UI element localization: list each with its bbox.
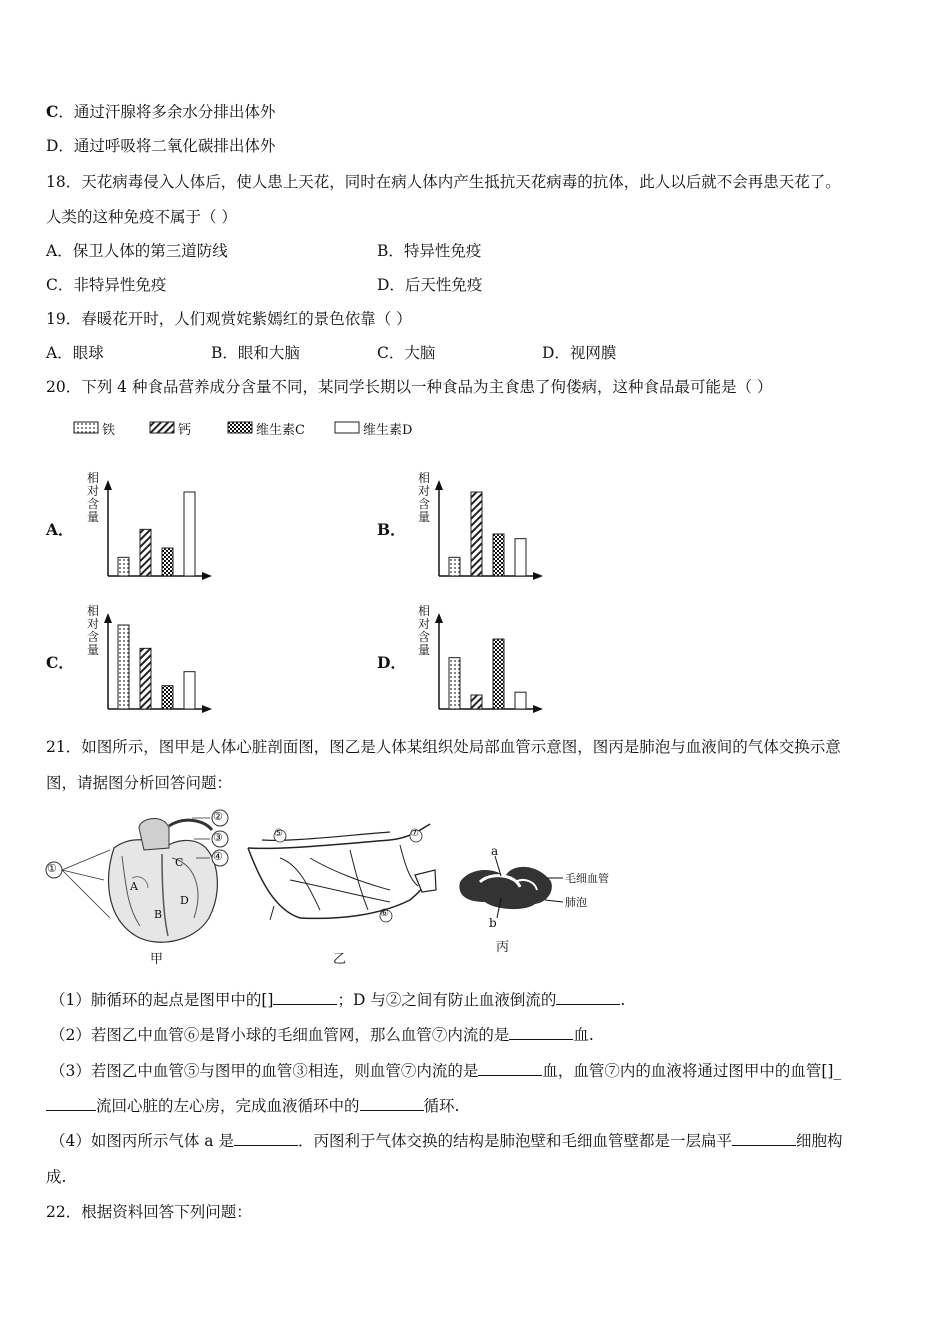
vessel-label-7: ⑦ — [410, 828, 419, 839]
q18-option-b: B．特异性免疫 — [377, 242, 482, 260]
q21-stem-line2: 图，请据图分析回答问题： — [46, 774, 233, 792]
chart-bar-2 — [471, 695, 482, 709]
chart-y-arrow — [435, 613, 443, 623]
chart-svg — [377, 470, 547, 582]
q18-stem-line2: 人类的这种免疫不属于（ ） — [46, 208, 237, 226]
chart-option-label: D． — [377, 653, 406, 672]
q21-sub3: （3）若图乙中血管⑤与图甲的血管③相连，则血管⑦内流的是 血，血管⑦内的血液将通过图甲中的血管[]_ — [50, 1062, 842, 1080]
chart-x-arrow — [202, 705, 212, 713]
q18-option-c: C．非特异性免疫 — [46, 276, 167, 294]
q21-sub4: （4）如图丙所示气体 a 是 ．丙图利于气体交换的结构是肺泡壁和毛细血管壁都是一层扁平 细胞构 — [50, 1132, 843, 1150]
heart-label-3: ③ — [213, 831, 223, 844]
chart-1 — [46, 470, 216, 582]
chart-ylabel: 相对含量 — [86, 471, 99, 524]
alveoli-figure — [455, 842, 625, 942]
q21-stem-line1: 21．如图所示，图甲是人体心脏剖面图，图乙是人体某组织处局部血管示意图，图丙是肺泡与血液间的气体交换示意 — [46, 738, 841, 756]
blank — [46, 1096, 96, 1111]
alveoli-label-b: b — [489, 916, 497, 930]
alveoli-drawing — [455, 842, 625, 942]
heart-label-4: ④ — [213, 850, 223, 863]
chart-bar-4 — [184, 492, 195, 576]
blank — [732, 1131, 796, 1146]
heart-chamber-c: C — [175, 856, 184, 869]
legend-label-vitd: 维生素D — [363, 423, 413, 438]
alveoli-caption: 丙 — [496, 940, 510, 955]
chart-bar-1 — [118, 625, 129, 709]
vessel-figure — [240, 820, 440, 950]
blank — [509, 1025, 573, 1040]
legend-swatch-vitd — [335, 422, 359, 433]
blank — [478, 1061, 542, 1076]
legend-swatch-vitc — [228, 422, 252, 433]
chart-4 — [377, 603, 547, 715]
heart-chamber-d: D — [180, 894, 189, 907]
chart-ylabel: 相对含量 — [86, 604, 99, 657]
vessel-caption: 乙 — [333, 952, 347, 967]
chart-legend — [72, 418, 432, 438]
chart-x-arrow — [202, 572, 212, 580]
chart-bar-2 — [140, 529, 151, 576]
alveoli-label-a: a — [491, 844, 499, 858]
vessel-drawing — [240, 820, 440, 950]
q19-option-a: A．眼球 — [46, 344, 104, 362]
chart-svg — [46, 470, 216, 582]
legend-swatch-calcium — [150, 422, 174, 433]
q22-stem: 22．根据资料回答下列问题： — [46, 1203, 252, 1221]
q21-sub2: （2）若图乙中血管⑥是肾小球的毛细血管网，那么血管⑦内流的是 血. — [50, 1026, 594, 1044]
q19-option-b: B．眼和大脑 — [211, 344, 300, 362]
heart-label-2: ② — [213, 810, 223, 823]
heart-label-1: ① — [47, 862, 57, 875]
chart-ylabel: 相对含量 — [417, 604, 430, 657]
chart-y-arrow — [104, 480, 112, 490]
chart-option-label: A． — [46, 520, 74, 539]
q18-stem-line1: 18．天花病毒侵入人体后，使人患上天花，同时在病人体内产生抵抗天花病毒的抗体，此人以后就不会再患天花了。 — [46, 173, 841, 191]
chart-option-label: B． — [377, 520, 406, 539]
q19-stem: 19．春暖花开时，人们观赏姹紫嫣红的景色依靠（ ） — [46, 310, 412, 328]
chart-x-arrow — [533, 572, 543, 580]
q21-sub1: （1）肺循环的起点是图甲中的[] ；D 与②之间有防止血液倒流的 . — [50, 991, 626, 1009]
q19-option-d: D．视网膜 — [542, 344, 617, 362]
chart-bar-1 — [449, 658, 460, 709]
heart-chamber-b: B — [154, 908, 163, 921]
chart-option-label: C． — [46, 653, 74, 672]
q20-stem: 20．下列 4 种食品营养成分含量不同，某同学长期以一种食品为主食患了佝偻病，这种食品最可能是（ ） — [46, 378, 773, 396]
chart-bar-3 — [162, 686, 173, 709]
chart-x-arrow — [533, 705, 543, 713]
blank — [273, 990, 337, 1005]
chart-bar-3 — [162, 548, 173, 576]
vessel-label-5: ⑤ — [274, 828, 283, 839]
chart-y-arrow — [104, 613, 112, 623]
heart-figure — [44, 808, 244, 968]
chart-bar-3 — [493, 639, 504, 709]
chart-bar-4 — [184, 672, 195, 709]
alveoli-label-capillary: 毛细血管 — [565, 872, 609, 885]
heart-chamber-a: A — [130, 880, 138, 893]
q19-option-c: C．大脑 — [377, 344, 436, 362]
heart-caption: 甲 — [150, 952, 164, 967]
q17-option-d: D．通过呼吸将二氧化碳排出体外 — [46, 137, 276, 155]
q21-sub4-cont: 成. — [46, 1168, 67, 1186]
q21-sub3-cont: 流回心脏的左心房，完成血液循环中的 循环. — [46, 1096, 459, 1116]
blank — [556, 990, 620, 1005]
chart-ylabel: 相对含量 — [417, 471, 430, 524]
chart-bar-2 — [140, 648, 151, 709]
q18-option-d: D．后天性免疫 — [377, 276, 483, 294]
chart-bar-4 — [515, 692, 526, 709]
vessel-label-6: ⑥ — [380, 908, 389, 919]
chart-3 — [46, 603, 216, 715]
legend-swatch-iron — [74, 422, 98, 433]
blank — [360, 1096, 424, 1111]
q17-option-c: C．通过汗腺将多余水分排出体外 — [46, 102, 276, 121]
chart-svg — [46, 603, 216, 715]
legend-label-calcium: 钙 — [178, 423, 192, 438]
legend-label-iron: 铁 — [102, 423, 116, 438]
chart-bar-1 — [449, 557, 460, 576]
chart-bar-3 — [493, 534, 504, 576]
chart-bar-1 — [118, 557, 129, 576]
chart-2 — [377, 470, 547, 582]
chart-bar-2 — [471, 492, 482, 576]
blank — [234, 1131, 298, 1146]
legend-label-vitc: 维生素C — [256, 423, 305, 438]
q18-option-a: A．保卫人体的第三道防线 — [46, 242, 228, 260]
alveoli-label-alveolus: 肺泡 — [565, 896, 587, 909]
chart-y-arrow — [435, 480, 443, 490]
chart-svg — [377, 603, 547, 715]
chart-bar-4 — [515, 539, 526, 576]
